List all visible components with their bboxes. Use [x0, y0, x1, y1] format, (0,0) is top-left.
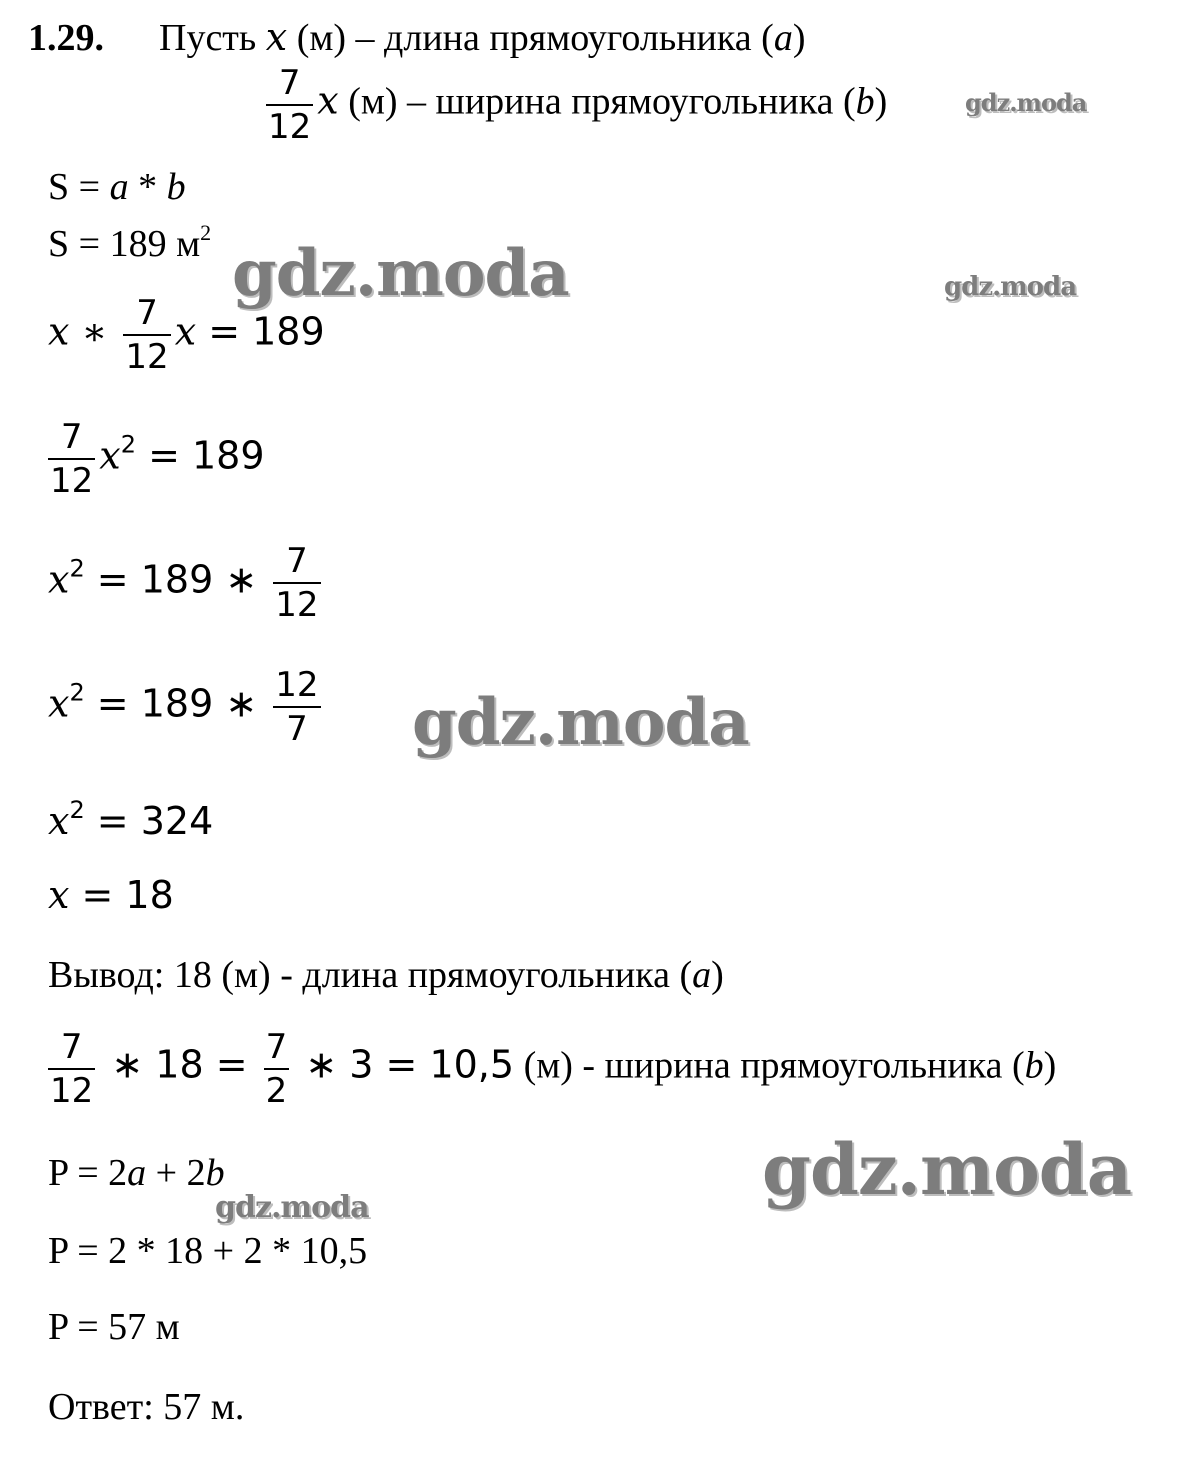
exponent: 2	[69, 554, 85, 583]
let-prefix: Пусть	[159, 17, 266, 59]
equation-4-middle: = 189 ∗	[84, 681, 270, 726]
watermark-logo-1: gdz.moda	[965, 88, 1087, 117]
fraction-7-12	[123, 293, 170, 377]
length-definition: (м) – длина прямоугольника (	[287, 17, 774, 59]
var-x: x	[48, 557, 70, 602]
width-definition-line	[262, 63, 888, 147]
watermark-logo-2: gdz.moda	[232, 236, 569, 311]
equation-3	[48, 541, 325, 625]
fraction-denominator: 2	[264, 1068, 290, 1108]
answer-line	[48, 1388, 244, 1426]
paren-close: )	[792, 17, 806, 59]
width-calculation-line	[48, 1027, 1057, 1111]
fraction-numerator: 7	[278, 63, 301, 103]
equation-1	[48, 293, 325, 377]
paren-close: )	[1043, 1044, 1057, 1087]
fraction-denominator: 12	[266, 104, 313, 144]
equation-6-right: = 18	[69, 873, 174, 917]
equation-3-middle: = 189 ∗	[84, 557, 270, 602]
fraction-numerator: 7	[265, 1027, 288, 1067]
fraction-7-12	[48, 1027, 95, 1111]
paren-close: )	[711, 954, 724, 996]
fraction-denominator: 12	[48, 458, 95, 498]
width-fraction	[266, 63, 313, 147]
watermark-logo-6: gdz.moda	[215, 1190, 369, 1225]
var-x: x	[317, 78, 339, 123]
area-formula-line	[48, 168, 186, 206]
equation-2	[48, 417, 265, 501]
problem-header-line	[28, 15, 806, 59]
area-value: S = 189 м	[48, 223, 201, 265]
equation-6	[48, 873, 174, 917]
fraction-numerator: 7	[60, 1027, 83, 1067]
var-x: x	[265, 15, 288, 59]
var-b: b	[855, 80, 875, 123]
perimeter-formula-line	[48, 1154, 225, 1192]
perimeter-substitution-line	[48, 1232, 367, 1270]
conclusion-text: Вывод: 18 (м) - длина прямоугольника (	[48, 954, 693, 996]
var-x: x	[48, 681, 70, 726]
equation-5	[48, 796, 214, 843]
unit-exponent: 2	[200, 220, 212, 245]
exponent: 2	[69, 796, 85, 824]
answer-text: Ответ: 57 м.	[48, 1386, 245, 1428]
watermark-logo-3: gdz.moda	[944, 272, 1077, 302]
equation-4	[48, 665, 325, 749]
fraction-denominator: 12	[123, 334, 170, 374]
equation-5-right: = 324	[84, 799, 214, 843]
width-calc-result: ∗ 3 = 10,5	[293, 1042, 515, 1087]
fraction-denominator: 12	[273, 582, 320, 622]
width-calc-tail: (м) - ширина прямоугольника (	[514, 1044, 1025, 1087]
width-definition: (м) – ширина прямоугольника (	[338, 80, 856, 123]
var-a: a	[109, 166, 129, 208]
equation-1-left: x ∗	[48, 309, 120, 354]
exponent: 2	[69, 678, 85, 707]
area-value-line	[48, 222, 211, 263]
fraction-7-2	[264, 1027, 290, 1111]
fraction-numerator: 7	[60, 417, 83, 457]
width-calc-middle: ∗ 18 =	[99, 1042, 260, 1087]
perimeter-formula-prefix: P = 2	[48, 1152, 128, 1194]
problem-number: 1.29.	[28, 17, 104, 59]
exponent: 2	[120, 430, 136, 459]
var-a: a	[773, 17, 793, 59]
fraction-7-12	[273, 541, 320, 625]
fraction-numerator: 12	[275, 665, 319, 705]
var-x: x	[174, 309, 197, 354]
fraction-denominator: 12	[48, 1068, 95, 1108]
equation-2-right: = 189	[135, 433, 265, 478]
fraction-7-12	[48, 417, 95, 501]
equation-1-right: = 189	[196, 309, 325, 354]
fraction-numerator: 7	[286, 541, 308, 581]
var-x: x	[48, 873, 70, 917]
perimeter-value: P = 57 м	[48, 1306, 180, 1348]
perimeter-substitution: P = 2 * 18 + 2 * 10,5	[48, 1230, 368, 1272]
times-sign: *	[128, 166, 167, 208]
watermark-logo-4: gdz.moda	[412, 685, 749, 760]
watermark-logo-5: gdz.moda	[762, 1128, 1132, 1211]
fraction-denominator: 7	[273, 706, 320, 746]
var-b: b	[1024, 1044, 1044, 1087]
var-a: a	[127, 1152, 147, 1194]
perimeter-value-line	[48, 1308, 180, 1346]
var-x: x	[99, 433, 121, 478]
var-a: a	[692, 954, 712, 996]
fraction-12-7	[273, 665, 320, 749]
fraction-numerator: 7	[136, 293, 158, 333]
var-b: b	[166, 166, 186, 208]
perimeter-formula-middle: + 2	[146, 1152, 206, 1194]
var-x: x	[48, 799, 70, 843]
paren-close: )	[874, 80, 888, 123]
area-formula-prefix: S =	[48, 166, 110, 208]
conclusion-line	[48, 956, 724, 994]
var-b: b	[205, 1152, 225, 1194]
